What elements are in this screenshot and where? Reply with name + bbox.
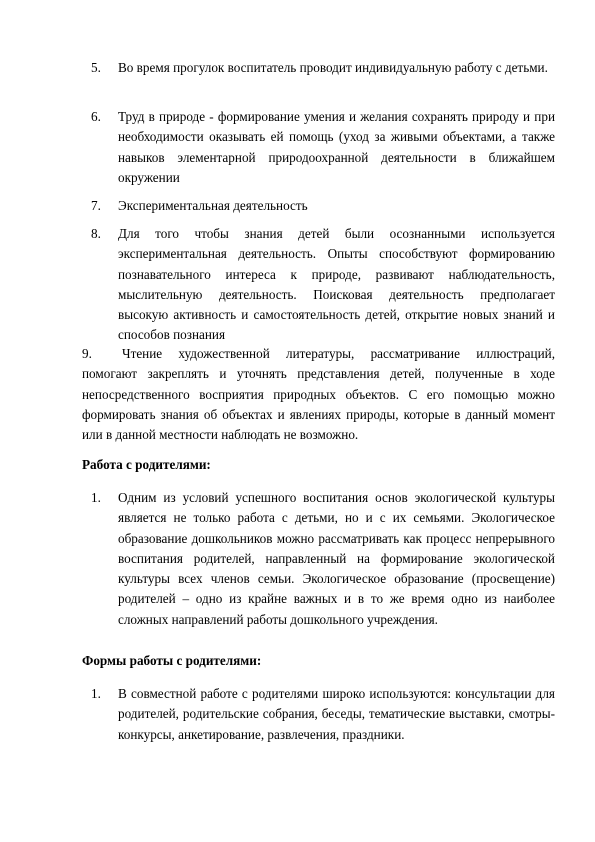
list-item-6 — [91, 107, 555, 188]
list-item-text: Во время прогулок воспитатель проводит индивидуальную работу с детьми. — [118, 60, 548, 75]
list-number: 1. — [91, 686, 101, 701]
list-item-5 — [91, 58, 555, 78]
list-number: 8. — [91, 226, 101, 241]
paragraph-text: Чтение художественной литературы, рассматривание иллюстраций, помогают закреплять и уточнять представления детей, полученные в ходе непосредственного восприятия природных объектов. С его помощью можно формировать знания об объектах и явлениях природы, которые в данный момент или в данной местности наблюдать не возможно. — [82, 346, 555, 443]
list-number: 7. — [91, 198, 101, 213]
list-number: 6. — [91, 109, 101, 124]
forms-list-item-1 — [91, 684, 555, 745]
list-item-text: Труд в природе - формирование умения и желания сохранять природу и при необходимости оказывать ей помощь (уход за живыми объектами, а также навыков элементарной природоохранной деятельности в ближайшем окружении — [118, 109, 555, 185]
list-item-text: Одним из условий успешного воспитания основ экологической культуры является не только работа с детьми, но и с их семьями. Экологическое образование дошкольников можно рассматривать как процесс непрерывного воспитания родителей, направленный на формирование экологической культуры всех членов семьи. Экологическое образование (просвещение) родителей – одно из крайне важных и в то же время одно из наиболее сложных направлений работы дошкольного учреждения. — [118, 490, 555, 627]
list-item-8 — [91, 224, 555, 346]
list-item-text: Для того чтобы знания детей были осознанными используется экспериментальная деятельность. Опыты способствуют формированию познавательного интереса к природе, развивают наблюдательность, мыслительную деятельность. Поисковая деятельность предполагает высокую активность и самостоятельность детей, открытие новых знаний и способов познания — [118, 226, 555, 343]
list-number: 1. — [91, 490, 101, 505]
heading-parents-forms: Формы работы с родителями: — [82, 653, 262, 668]
list-item-text: Экспериментальная деятельность — [118, 198, 308, 213]
list-item-text: В совместной работе с родителями широко используются: консультации для родителей, родительские собрания, беседы, тематические выставки, смотры-конкурсы, анкетирование, развлечения, праздники. — [118, 686, 555, 742]
parents-list-item-1 — [91, 488, 555, 630]
paragraph-9 — [82, 344, 555, 445]
paragraph-number: 9. — [82, 346, 92, 361]
list-number: 5. — [91, 60, 101, 75]
list-item-7 — [91, 196, 555, 216]
heading-parents-work: Работа с родителями: — [82, 457, 211, 472]
